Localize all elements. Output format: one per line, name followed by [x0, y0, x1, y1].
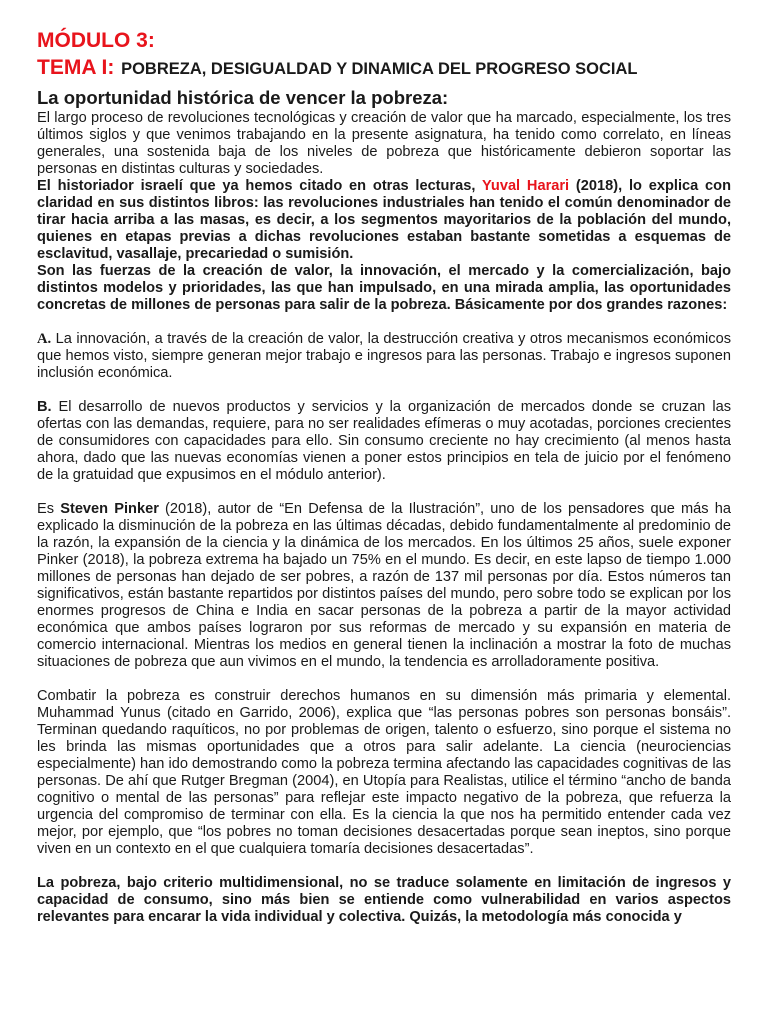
topic-title-text: POBREZA, DESIGUALDAD Y DINAMICA DEL PROGRESO SOCIAL: [121, 60, 638, 78]
topic-title: [37, 54, 731, 82]
spacer: [37, 382, 731, 399]
paragraph-harari: [37, 178, 731, 263]
reason-a-text: La innovación, a través de la creación de valor, la destrucción creativa y otros mecanismos económicos que hemos visto, siempre generan mejor trabajo e ingresos para las personas. Trabajo e ingresos suponen inclusión económica.: [37, 331, 731, 381]
paragraph-yunus: Combatir la pobreza es construir derechos humanos en su dimensión más primaria y elemental. Muhammad Yunus (citado en Garrido, 2006), explica que “las personas pobres son personas bonsáis”. Terminan quedando raquíticos, no por problemas de origen, talento o esfuerzo, sino porque el sistema no les brinda las mismas oportunidades que a otros para salir adelante. La ciencia (neurociencias especialmente) han ido demostrando como la pobreza termina afectando las capacidades cognitivas de las personas. De ahí que Rutger Bregman (2004), en Utopía para Realistas, utilice el término “ancho de banda cognitivo o mental de las personas” para reflejar este impacto negativo de la pobreza, que refuerza la urgencia del compromiso de terminar con ella. Es la ciencia la que nos ha permitido entender cada vez mejor, por ejemplo, que “los pobres no toman decisiones desacertadas porque sean ineptos, sino porque viven en un contexto en el que cualquiera tomaría decisiones desacertadas”.: [37, 688, 731, 857]
section-heading: La oportunidad histórica de vencer la pobreza:: [37, 87, 449, 108]
author-name-pinker: Steven Pinker: [60, 501, 159, 517]
paragraph-harari-start: El historiador israelí que ya hemos citado en otras lecturas,: [37, 178, 482, 194]
paragraph-reason-b: [37, 399, 731, 484]
spacer: [37, 671, 731, 688]
paragraph-forces: Son las fuerzas de la creación de valor, la innovación, el mercado y la comercialización, bajo distintos modelos y prioridades, las que han impulsado, en una mirada amplia, las oportunidades concretas de millones de personas para salir de la pobreza. Básicamente por dos grandes razones:: [37, 263, 731, 313]
module-title: MÓDULO 3:: [37, 29, 155, 52]
paragraph-multidimensional: La pobreza, bajo criterio multidimensional, no se traduce solamente en limitación de ingresos y capacidad de consumo, sino más bien se entiende como vulnerabilidad en varios aspectos relevantes para encarar la vida individual y colectiva. Quizás, la metodología más conocida y: [37, 875, 731, 925]
paragraph-pinker-start: Es: [37, 501, 61, 517]
paragraph-harari-end: (2018), lo explica con claridad en sus distintos libros: las revoluciones industriales han tenido el común denominador de tirar hacia arriba a las masas, es decir, a los segmentos mayoritarios de la población del mundo, quienes en etapas previas a dichas revoluciones estaban bastante sometidas a esquemas de esclavitud, vasallaje, precariedad o sumisión.: [37, 178, 731, 262]
paragraph-reason-a: [37, 331, 731, 382]
paragraph-pinker: [37, 501, 731, 671]
spacer: [37, 314, 731, 331]
topic-prefix: TEMA I:: [37, 56, 115, 79]
reason-a-label: A.: [37, 331, 52, 347]
paragraph-intro: El largo proceso de revoluciones tecnológicas y creación de valor que ha marcado, especialmente, los tres últimos siglos y que venimos trabajando en la presente asignatura, ha tenido como correlato, en líneas generales, una sostenida baja de los niveles de pobreza que históricamente debieron soportar las personas en distintas culturas y sociedades.: [37, 110, 731, 177]
spacer: [37, 484, 731, 501]
reason-b-label: B.: [37, 399, 52, 415]
reason-b-text: El desarrollo de nuevos productos y servicios y la organización de mercados donde se cruzan las ofertas con las demandas, requiere, para no ser realidades efímeras o muy acotadas, porciones crecientes de consumidores con capacidades para ello. Sin consumo creciente no hay crecimiento (al menos hasta ahora, dado que las nuevas economías vienen a poner estos principios en tela de juicio por el fenómeno de la gratuidad que expusimos en el módulo anterior).: [37, 399, 731, 483]
spacer: [37, 858, 731, 875]
paragraph-pinker-end: (2018), autor de “En Defensa de la Ilustración”, uno de los pensadores que más ha explicado la disminución de la pobreza en las últimas décadas, debido fundamentalmente al predominio de la razón, la expansión de la ciencia y la dinámica de los mercados. En los últimos 25 años, suele exponer Pinker (2018), la pobreza extrema ha bajado un 75% en el mundo. Es decir, en este lapso de tiempo 1.000 millones de personas han dejado de ser pobres, a razón de 137 mil personas por día. Estos números tan significativos, están bastante repartidos por distintos países del mundo, pero sobre todo se explican por los enormes progresos de China e India en sacar personas de la pobreza a partir de la mayor actividad económica que ambos países lograron por sus reformas de mercado y su expansión en materia de comercio internacional. Mientras los medios en general tienen la inclinación a mostrar la foto de muchas situaciones de pobreza que aun vivimos en el mundo, la tendencia es arrolladoramente positiva.: [37, 501, 732, 670]
author-name-harari: Yuval Harari: [481, 178, 570, 194]
document-page: [37, 28, 731, 926]
